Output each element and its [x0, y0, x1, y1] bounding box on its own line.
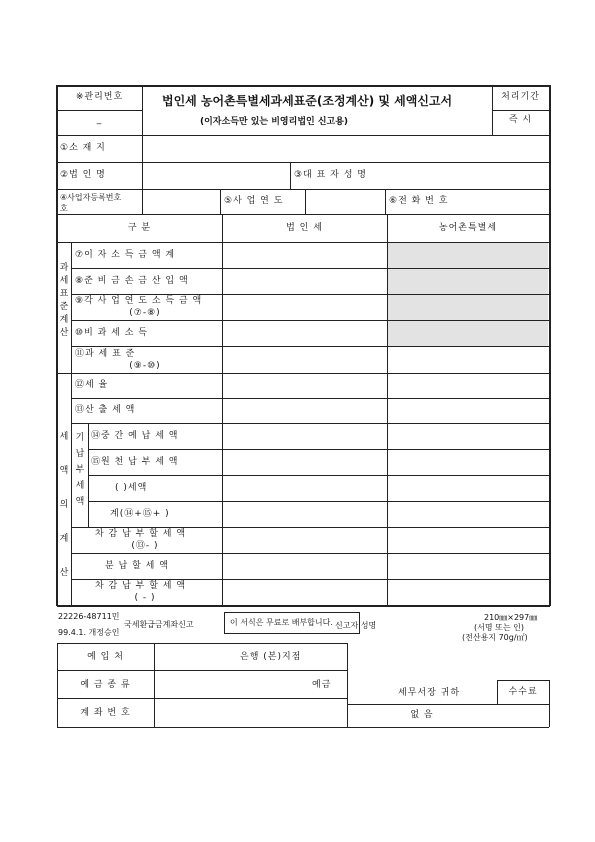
refund-account-note: 국세환급금계좌신고	[124, 620, 194, 629]
processing-period-label: 처리기간	[501, 92, 540, 102]
frame-mid	[57, 605, 550, 607]
addressee: 세무서장 귀하	[398, 688, 461, 698]
installment-tax-label: 분 납 할 세 액	[105, 561, 169, 571]
approval-date: 99.4.1. 개정승인	[58, 628, 120, 637]
net-tax-sub: (⑬- )	[131, 541, 159, 551]
row-15-label: ⑮원 천 납 부 세 액	[91, 457, 179, 467]
row-11-sub: (⑨-⑩)	[129, 361, 161, 371]
row-9-label: ⑨각 사 업 연 도 소 득 금 액	[75, 296, 203, 306]
col-rural-tax-header: 농어촌특별세	[438, 223, 498, 233]
row-7-label: ⑦이 자 소 득 금 액 계	[75, 250, 176, 260]
section1-label: 과세표준계산	[59, 263, 69, 338]
net-tax-label: 차 감 납 부 할 세 액	[95, 529, 187, 539]
paper-spec: (전산용지 70g/㎡)	[462, 633, 528, 642]
frame-right	[549, 85, 551, 606]
form-subtitle: (이자소득만 있는 비영리법인 신고용)	[200, 117, 349, 127]
row-9-sub: (⑦-⑧)	[129, 308, 161, 318]
row-13-label: ⑬산 출 세 액	[75, 405, 136, 415]
row-10-label: ⑩비 과 세 소 득	[75, 328, 148, 338]
fiscal-year-label: ⑤사 업 연 도	[224, 196, 284, 206]
fee-label: 수수료	[508, 687, 538, 697]
row-11-label: ⑪과 세 표 준	[75, 349, 136, 359]
col-corp-tax-header: 법 인 세	[286, 223, 323, 233]
fee-value: 없 음	[410, 710, 434, 720]
deposit-type-value: 예금	[312, 680, 332, 690]
col-item-header: 구 분	[127, 223, 152, 233]
mgmt-no-label: ※관리번호	[75, 92, 124, 102]
form-number: 22226-48711민	[58, 612, 120, 621]
mgmt-no-value: _	[96, 115, 103, 125]
corp-name-label: ②법 인 명	[60, 170, 106, 180]
biz-no-label: ④사업자등록번호	[60, 193, 122, 202]
prepaid-total-label: 계(⑭+⑮+ )	[110, 509, 170, 519]
net-tax2-sub: ( - )	[134, 593, 156, 603]
row-8-label: ⑧준 비 금 손 금 산 입 액	[75, 276, 189, 286]
processing-period-value: 즉 시	[508, 115, 533, 125]
deposit-type-label: 예 금 종 류	[80, 680, 131, 690]
bank-value: 은행 (본)지점	[240, 652, 302, 662]
phone-label: ⑥전 화 번 호	[389, 196, 449, 206]
filer-name-label: 신고자 성명	[335, 621, 377, 630]
address-label: ①소 재 지	[60, 143, 106, 153]
bank-label: 예 입 처	[87, 652, 124, 662]
signature-label: (서명 또는 인)	[474, 623, 524, 632]
free-distribution-note: 이 서식은 무료로 배부합니다.	[230, 618, 333, 627]
section2-label: 세액의계산	[59, 432, 69, 578]
prepaid-tax-label: 기납부세액	[75, 433, 85, 507]
row-12-label: ⑫세 율	[75, 380, 109, 390]
row-14-label: ⑭중 간 예 납 세 액	[91, 431, 179, 441]
paper-size: 210㎜×297㎜	[484, 613, 538, 622]
biz-no-label-cont: 호	[60, 204, 68, 213]
frame-top	[57, 85, 550, 87]
form-title: 법인세 농어촌특별세과세표준(조정계산) 및 세액신고서	[162, 94, 453, 108]
net-tax2-label: 차 감 납 부 할 세 액	[95, 581, 187, 591]
rep-name-label: ③대 표 자 성 명	[294, 170, 367, 180]
other-tax-label: ( )세액	[115, 483, 148, 493]
account-number-label: 계 좌 번 호	[80, 708, 131, 718]
